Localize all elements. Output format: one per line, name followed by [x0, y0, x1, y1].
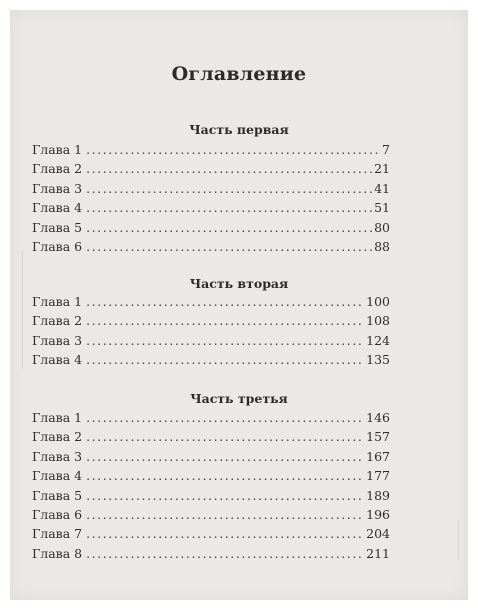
page-number: 124 — [366, 332, 390, 348]
page-crease — [458, 520, 459, 560]
chapter-label: Глава 2 — [32, 161, 83, 177]
part-3-chapter-list — [32, 410, 390, 565]
chapter-label: Глава 6 — [32, 506, 83, 522]
dot-leader — [86, 352, 364, 367]
chapter-label: Глава 4 — [32, 352, 83, 368]
toc-entry[interactable] — [32, 546, 390, 565]
page-number: 41 — [374, 180, 390, 196]
part-1-chapter-list — [32, 142, 390, 258]
page-crease — [22, 250, 23, 370]
toc-entry[interactable] — [32, 449, 390, 468]
page-number: 157 — [366, 429, 390, 445]
page-number: 196 — [366, 506, 390, 522]
chapter-label: Глава 4 — [32, 200, 83, 216]
toc-entry[interactable] — [32, 468, 390, 487]
toc-entry[interactable] — [32, 200, 390, 219]
toc-entry[interactable] — [32, 429, 390, 448]
page-number: 135 — [366, 352, 390, 368]
chapter-label: Глава 1 — [32, 142, 83, 157]
part-3-heading: Часть третья — [190, 391, 288, 406]
chapter-label: Глава 7 — [32, 526, 83, 542]
chapter-label: Глава 2 — [32, 429, 83, 445]
chapter-label: Глава 5 — [32, 219, 83, 235]
page-number: 167 — [366, 448, 390, 464]
part-1-heading: Часть первая — [189, 122, 289, 137]
page-number: 88 — [374, 238, 390, 254]
toc-entry[interactable] — [32, 507, 390, 526]
dot-leader — [86, 410, 364, 425]
page-number: 51 — [374, 200, 390, 216]
page-number: 100 — [366, 294, 390, 309]
dot-leader — [86, 313, 364, 328]
chapter-label: Глава 6 — [32, 238, 83, 254]
dot-leader — [86, 239, 372, 254]
toc-entry[interactable] — [32, 410, 390, 429]
toc-entry[interactable] — [32, 526, 390, 545]
chapter-label: Глава 3 — [32, 332, 83, 348]
toc-entry[interactable] — [32, 488, 390, 507]
chapter-label: Глава 1 — [32, 294, 83, 309]
dot-leader — [86, 546, 364, 561]
part-2-heading: Часть вторая — [189, 276, 289, 291]
dot-leader — [86, 181, 372, 196]
toc-title: Оглавление — [171, 63, 307, 85]
page-number: 108 — [366, 313, 390, 329]
chapter-label: Глава 4 — [32, 468, 83, 484]
toc-entry[interactable] — [32, 294, 390, 313]
page-number: 80 — [374, 219, 390, 235]
chapter-label: Глава 5 — [32, 487, 83, 503]
dot-leader — [86, 142, 380, 157]
page-number: 177 — [366, 468, 390, 484]
page-number: 189 — [366, 487, 390, 503]
toc-entry[interactable] — [32, 239, 390, 258]
dot-leader — [86, 507, 364, 522]
dot-leader — [86, 294, 364, 309]
page-number: 211 — [366, 545, 390, 561]
page-number: 204 — [366, 526, 390, 542]
chapter-label: Глава 8 — [32, 545, 83, 561]
dot-leader — [86, 449, 364, 464]
dot-leader — [86, 468, 364, 483]
page-number: 146 — [366, 410, 390, 425]
page-number: 21 — [374, 161, 390, 177]
chapter-label: Глава 3 — [32, 448, 83, 464]
chapter-label: Глава 3 — [32, 180, 83, 196]
chapter-label: Глава 2 — [32, 313, 83, 329]
toc-entry[interactable] — [32, 161, 390, 180]
dot-leader — [86, 220, 372, 235]
toc-entry[interactable] — [32, 352, 390, 371]
toc-entry[interactable] — [32, 313, 390, 332]
part-2-chapter-list — [32, 294, 390, 372]
toc-entry[interactable] — [32, 220, 390, 239]
dot-leader — [86, 488, 364, 503]
page-number: 7 — [382, 142, 390, 157]
chapter-label: Глава 1 — [32, 410, 83, 425]
dot-leader — [86, 429, 364, 444]
dot-leader — [86, 333, 364, 348]
dot-leader — [86, 200, 372, 215]
dot-leader — [86, 161, 372, 176]
toc-entry[interactable] — [32, 181, 390, 200]
dot-leader — [86, 526, 364, 541]
toc-entry[interactable] — [32, 333, 390, 352]
toc-entry[interactable] — [32, 142, 390, 161]
